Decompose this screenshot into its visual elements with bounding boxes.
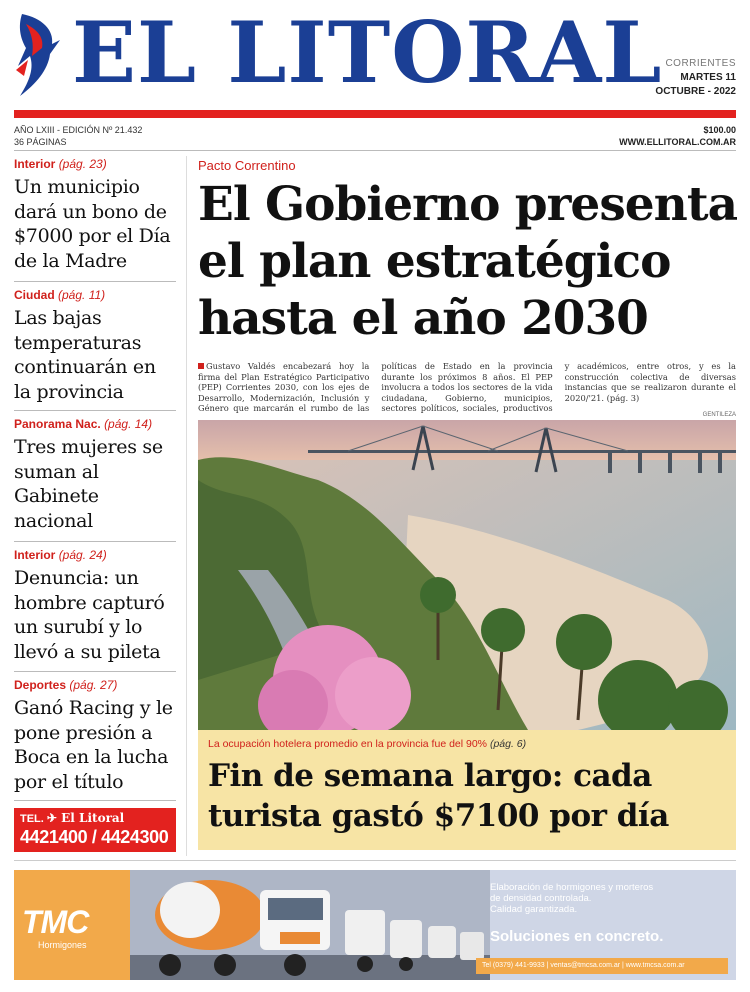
sidebar-story[interactable] [14,547,176,664]
sidebar-story-kicker: Deportes (pág. 27) [14,678,118,692]
sidebar-story-headline[interactable]: Denuncia: un hombre capturó un surubí y lo llevó a su pileta [14,567,165,663]
phone-numbers: 4421400 / 4424300 [20,827,169,847]
sidebar-story-headline[interactable]: Tres mujeres se suman al Gabinete nacional [14,436,163,532]
divider [14,800,176,801]
sidebar-story-headline[interactable]: Un municipio dará un bono de $7000 por el Día de la Madre [14,176,171,272]
column-divider [186,156,187,856]
sidebar-story[interactable] [14,287,176,404]
ad-slogan: Soluciones en concreto. [490,928,664,945]
masthead-title: EL LITORAL [72,3,663,102]
tourism-story-headline[interactable]: Fin de semana largo: cada turista gastó $7100 por día [208,758,669,834]
masthead-date-day: MARTES 11 [680,72,736,83]
sidebar-story-kicker: Interior (pág. 24) [14,548,107,562]
ad-logo-subtitle: Hormigones [38,940,87,950]
sidebar-story-kicker: Panorama Nac. (pág. 14) [14,417,153,431]
main-story-headline[interactable]: El Gobierno presenta el plan estratégico hasta el año 2030 [198,177,738,346]
sidebar-story[interactable] [14,156,176,273]
ad-logo-box [14,870,130,980]
sidebar-story-headline[interactable]: Ganó Racing y le pone presión a Boca en la lucha por el título [14,697,173,793]
main-story-kicker: Pacto Correntino [198,158,296,173]
cover-price: $100.00 [703,125,736,135]
sidebar-story-kicker: Ciudad (pág. 11) [14,288,106,302]
ad-logo: TMC [22,904,89,940]
sidebar-story[interactable] [14,416,176,533]
phone-brand: ✈ El Litoral [46,811,125,825]
divider [14,281,176,282]
edition-number: AÑO LXIII - EDICIÓN Nº 21.432 [14,125,143,135]
masthead-city: CORRIENTES [665,58,736,69]
tourism-story[interactable] [198,730,736,850]
divider [14,541,176,542]
ad-description: Elaboración de hormigones y morteros de densidad controlada. Calidad garantizada. [490,882,654,915]
website-link[interactable]: WWW.ELLITORAL.COM.AR [619,137,736,147]
concrete-mixer-truck-icon [130,870,490,980]
masthead-date-month: OCTUBRE - 2022 [655,86,736,97]
ad-contact-bar[interactable]: Tel (0379) 441-9933 | ventas@tmcsa.com.ar | www.tmcsa.com.ar [476,958,728,974]
edition-info [14,124,142,148]
bullet-square-icon [198,363,204,369]
divider [14,410,176,411]
page-count: 36 PÁGINAS [14,137,67,147]
price-info [619,124,736,148]
divider [14,150,736,151]
logo-bird-icon [12,10,64,100]
riverside-bridge-photo[interactable] [198,420,736,730]
tmc-advertisement[interactable] [14,870,736,980]
photo-credit: GENTILEZA [702,412,736,418]
sidebar-story-kicker: Interior (pág. 23) [14,157,107,171]
divider [14,860,736,861]
masthead-red-bar [14,110,736,118]
tourism-story-kicker: La ocupación hotelera promedio en la provincia fue del 90% (pág. 6) [208,738,527,750]
sidebar-story[interactable] [14,677,176,794]
main-story-summary: Gustavo Valdés encabezará hoy la firma del Plan Estratégico Participativo (PEP) Corrientes 2030, con los ejes de Desarrollo, Modernización, Inclusión y Género que marcarán el rumbo de las políticas de Estado en la provincia durante los próximos 8 años. El PEP involucra a todos los sectores de la vida ciudadana, Gobierno, municipios, sectores políticos, sociales, productivos y académicos, entre otros, y es la construcción colectiva de diversas instancias que se realizaron durante el 2020/'21. (pág. 3) [198,361,736,414]
phone-label: TEL. ✈ El Litoral [20,811,125,825]
phone-box [14,808,176,852]
sidebar-story-headline[interactable]: Las bajas temperaturas continuarán en la provincia [14,307,156,403]
divider [14,671,176,672]
